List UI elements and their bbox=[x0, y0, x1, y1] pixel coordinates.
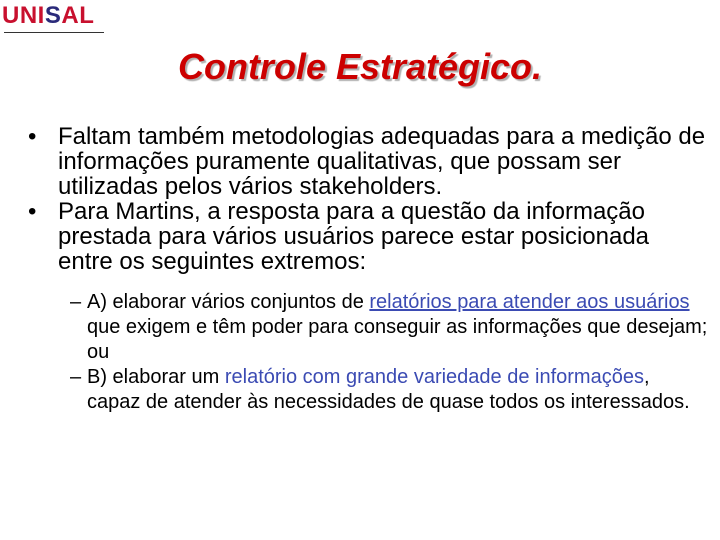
logo-text-part1: UNI bbox=[2, 2, 45, 29]
sub-bullet-b-text-start: B) elaborar um bbox=[87, 366, 225, 388]
bullet-text-1: Faltam também metodologias adequadas para a medição de informações puramente qualitativas, que possam ser utilizadas pelos vários stakeholders. bbox=[58, 123, 706, 200]
logo-text-part3: AL bbox=[61, 2, 95, 29]
bullet-dot-icon: • bbox=[28, 198, 37, 225]
sub-bullet-b-text-end: , capaz de atender às necessidades de quase todos os interessados. bbox=[87, 366, 690, 413]
sub-bullet-item-b bbox=[70, 365, 708, 415]
bullet-item-2 bbox=[28, 199, 708, 274]
sub-bullet-a-text-end: que exigem e têm poder para conseguir as informações que desejam; ou bbox=[87, 316, 708, 363]
sub-bullet-a-text-start: A) elaborar vários conjuntos de bbox=[87, 291, 370, 313]
logo-text-part2: S bbox=[44, 2, 62, 29]
sub-bullet-dash: – bbox=[70, 366, 82, 388]
slide-title: Controle Estratégico. bbox=[177, 46, 543, 87]
slide-body bbox=[28, 124, 708, 415]
bullet-dot-icon: • bbox=[28, 123, 37, 150]
bullet-item-1 bbox=[28, 124, 708, 199]
logo-subtitle-line bbox=[4, 30, 104, 35]
unisal-logo bbox=[2, 2, 132, 42]
sub-bullet-item-a bbox=[70, 290, 708, 365]
bullet-text-2: Para Martins, a resposta para a questão da informação prestada para vários usuários parece estar posicionada entre os seguintes extremos: bbox=[58, 198, 650, 275]
logo-wordmark bbox=[2, 2, 94, 30]
sub-bullet-dash: – bbox=[70, 291, 82, 313]
relatorios-link[interactable]: relatórios para atender aos usuários bbox=[369, 291, 690, 313]
relatorio-highlight: relatório com grande variedade de informações bbox=[224, 366, 644, 388]
